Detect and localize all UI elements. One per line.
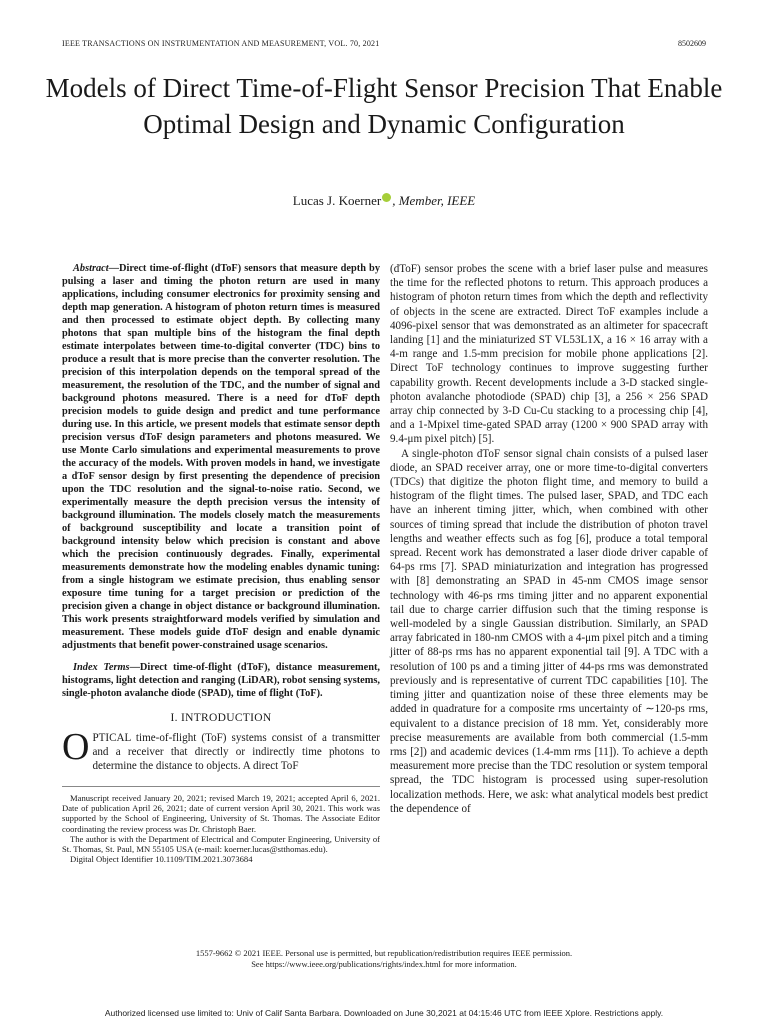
author-affiliation-note: The author is with the Department of Electrical and Computer Engineering, University of St. Thomas, St. Paul, MN 55105 USA (e-mail: koerner.lucas@stthomas.edu). xyxy=(62,833,380,855)
abstract-text: —Direct time-of-flight (dToF) sensors that measure depth by pulsing a laser and timing the photon return are used in many applications, including consumer electronics for proximity sensing and depth map generation. A histogram of photon return times is measured and then processed to estimate object depth. By collecting many photons that span multiple bins of the histogram the final depth estimate interpolates between time-to-digital converter (TDC) bins to produce a result that is more precise than the converter resolution. The precision of this interpolation depends on the temporal spread of the measurement, the resolution of the TDC, and the number of signal and background photons measured. There is a need for dToF depth precision models to guide design and predict and tune performance during use. In this article, we present models that estimate sensor depth precision versus dToF design parameters and photons measured. We use Monte Carlo simulations and experimental measurements to prove the accuracy of the models. With proven models in hand, we investigate a dToF sensor design by first presenting the dependence of precision upon the TDC resolution and the signal-to-noise ratio. Second, we experimentally measure the depth precision versus the intensity of background illumination. The models closely match the measurements of background susceptibility and locate a transition point of background intensity below which precision is constant and above which the precision continuously degrades. Finally, experimental measurements demonstrate how the modeling enables dynamic tuning: from a single histogram we estimate precision, thus enabling sensor exposure time tuning for a target precision or prediction of the precision given a change in object distance or background illumination. This work presents straightforward models verified by simulation and measurement. These models guide dToF design and enable dynamic adjustments that benefit power-constrained usage scenarios. xyxy=(62,263,380,651)
index-terms-label: Index Terms xyxy=(73,662,130,673)
section-heading: I. INTRODUCTION xyxy=(170,712,272,724)
body-paragraph: A single-photon dToF sensor signal chain consists of a pulsed laser diode, an SPAD receiver array, one or more time-to-digital converters (TDCs) that digitize the photon flight time, and memory to build a histogram of the flight times. The pulsed laser, SPAD, and TDC each have an inherent timing jitter, which, when combined with other sources of timing spread that include the distribution of photon travel lengths and weather effects such as fog [6], produce a total temporal spread. Recent work has demonstrated a laser diode driver capable of 64-ps rms [7]. SPAD miniaturization and integration has progressed with [8] demonstrating an SPAD in 45-nm CMOS image sensor technology with 46-ps rms timing jitter and no apparent exponential tail due to charge carrier diffusion such that the timing response is well-modeled by a single Gaussian distribution. Similarly, an SPAD array fabricated in 180-nm CMOS with a 4-μm pixel pitch and a timing jitter of 88-ps rms has no apparent exponential tail [9]. A TDC with a resolution of 100 ps and a timing jitter of 44-ps rms was demonstrated previously and is representative of current TDC capabilities [10]. The timing jitter and quantization noise of these three elements may be added in quadrature for a composite rms uncertainty of ∼120-ps rms, equivalent to a distance precision of 18 mm. Yet, considerably more precise measurements are available from both commercial (1.5-mm rms [2]) and academic devices (1.4-mm rms [11]). To achieve a depth measurement more precise than the TDC resolution or system temporal spread, the TDC histogram is processed using super-resolution localization methods. Here, we ask: what analytical models best predict the dependence of xyxy=(390,447,708,815)
doi-note: Digital Object Identifier 10.1109/TIM.2021.3073684 xyxy=(70,854,253,865)
manuscript-note: Manuscript received January 20, 2021; revised March 19, 2021; accepted April 6, 2021. Date of publication April 26, 2021; date of current version April 30, 2021. This work was supported by the School of Engineering, University of St. Thomas. The Associate Editor coordinating the review process was Dr. Christoph Baer. xyxy=(62,792,380,834)
intro-text: PTICAL time-of-flight (ToF) systems consist of a transmitter and a receiver that directly or indirectly time photons to determine the distance to objects. A direct ToF xyxy=(92,732,380,773)
footnotes xyxy=(62,786,380,865)
author-name: Lucas J. Koerner xyxy=(292,193,382,208)
abstract xyxy=(62,262,380,652)
index-terms-text: —Direct time-of-flight (dToF), distance measurement, histograms, light detection and ranging (LiDAR), robot sensing systems, single-photon avalanche diode (SPAD), time of flight (ToF). xyxy=(62,662,381,699)
paper-title: Models of Direct Time-of-Flight Sensor Precision That Enable Optimal Design and Dynamic Configuration xyxy=(45,73,723,139)
rights-line: See https://www.ieee.org/publications/rights/index.html for more information. xyxy=(251,959,517,969)
body-paragraph: (dToF) sensor probes the scene with a brief laser pulse and measures the time for the reflected photons to return. This approach produces a histogram of photon return times from which the depth and reflectivity of objects in the scene are extracted. Direct ToF examples include a 4096-pixel sensor that was demonstrated as an altimeter for spacecraft landing [1] and the miniaturized ST VL53L1X, a 16 × 16 array with a 4-m range and 1.5-mm precision for mobile phone applications [2]. Direct ToF technology continues to improve suggesting further capability growth. Recent developments include a 3-D stacked single-photon avalanche photodiode (SPAD) chip [3], a 256 × 256 SPAD array chip connected by 3-D Cu-Cu stacking to a processing chip [4], and a 1-Mpixel time-gated SPAD array (1200 × 900 SPAD array with 9.4-μm pixel pitch) [5]. xyxy=(390,263,708,446)
drop-cap: O xyxy=(62,726,90,768)
left-column xyxy=(62,262,380,865)
copyright-line: 1557-9662 © 2021 IEEE. Personal use is permitted, but republication/redistribution requires IEEE permission. xyxy=(195,948,573,958)
index-terms xyxy=(62,661,380,700)
orcid-icon[interactable] xyxy=(382,193,391,202)
right-column xyxy=(390,262,708,816)
copyright-footer xyxy=(62,948,706,970)
article-number: 8502609 xyxy=(678,39,706,48)
abstract-label: Abstract xyxy=(73,263,109,274)
download-notice: Authorized licensed use limited to: Univ of Calif Santa Barbara. Downloaded on June 30,2021 at 04:15:46 UTC from IEEE Xplore. Restrictions apply. xyxy=(104,1008,664,1018)
intro-paragraph xyxy=(62,726,380,774)
author-membership: , Member, IEEE xyxy=(392,193,476,208)
author-line xyxy=(40,193,728,209)
journal-header: IEEE TRANSACTIONS ON INSTRUMENTATION AND MEASUREMENT, VOL. 70, 2021 xyxy=(62,39,380,48)
